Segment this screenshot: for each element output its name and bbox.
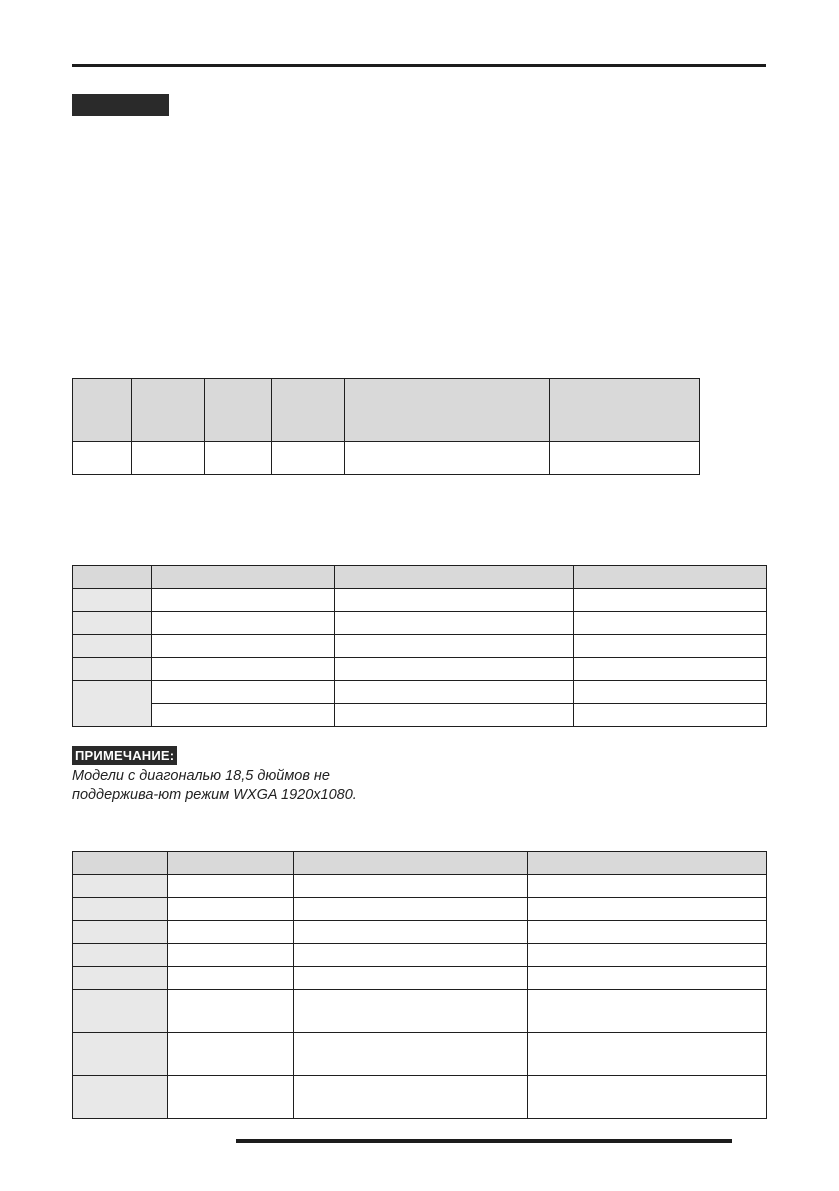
table-cell bbox=[550, 442, 700, 475]
table-cell bbox=[335, 589, 574, 612]
table-cell bbox=[152, 589, 335, 612]
header-cell bbox=[294, 852, 528, 875]
table-cell bbox=[528, 967, 767, 990]
table-row bbox=[73, 635, 767, 658]
header-cell bbox=[528, 852, 767, 875]
table-cell bbox=[152, 681, 335, 704]
header-cell bbox=[73, 566, 152, 589]
row-label-cell bbox=[73, 990, 168, 1033]
table-row bbox=[73, 658, 767, 681]
header-cell bbox=[73, 852, 168, 875]
table-cell bbox=[574, 704, 767, 727]
table-cell bbox=[528, 990, 767, 1033]
table-row bbox=[73, 681, 767, 704]
section-tab bbox=[72, 94, 169, 116]
header-cell bbox=[335, 566, 574, 589]
table-header-row bbox=[73, 852, 767, 875]
table-cell bbox=[168, 1033, 294, 1076]
table-cell bbox=[345, 442, 550, 475]
table-cell bbox=[152, 635, 335, 658]
table-header-row bbox=[73, 566, 767, 589]
table-row bbox=[73, 442, 700, 475]
row-label-cell bbox=[73, 967, 168, 990]
header-cell bbox=[345, 379, 550, 442]
table-cell bbox=[294, 990, 528, 1033]
header-cell bbox=[73, 379, 132, 442]
table-cell bbox=[168, 967, 294, 990]
table-cell bbox=[528, 1033, 767, 1076]
table-cell bbox=[168, 875, 294, 898]
header-cell bbox=[205, 379, 272, 442]
table-cell bbox=[294, 1076, 528, 1119]
table-cell bbox=[335, 704, 574, 727]
header-cell bbox=[152, 566, 335, 589]
row-label-cell bbox=[73, 589, 152, 612]
header-cell bbox=[272, 379, 345, 442]
row-label-cell bbox=[73, 944, 168, 967]
header-cell bbox=[132, 379, 205, 442]
header-cell bbox=[550, 379, 700, 442]
table-cell bbox=[574, 612, 767, 635]
table-row bbox=[73, 921, 767, 944]
row-label-cell bbox=[73, 1076, 168, 1119]
table-cell bbox=[168, 921, 294, 944]
table-row bbox=[73, 944, 767, 967]
table-cell bbox=[294, 1033, 528, 1076]
table-cell bbox=[73, 442, 132, 475]
table-row bbox=[73, 898, 767, 921]
table-cell bbox=[528, 875, 767, 898]
table-cell bbox=[152, 704, 335, 727]
table-cell bbox=[335, 612, 574, 635]
table-cell bbox=[132, 442, 205, 475]
table-cell bbox=[528, 921, 767, 944]
spec-table-1 bbox=[72, 378, 700, 475]
table-cell bbox=[335, 681, 574, 704]
table-cell bbox=[574, 589, 767, 612]
note-text: Модели с диагональю 18,5 дюймов не поддержива-ют режим WXGA 1920x1080. bbox=[72, 768, 357, 803]
table-cell bbox=[574, 658, 767, 681]
row-label-cell bbox=[73, 612, 152, 635]
bottom-rule bbox=[236, 1139, 732, 1143]
spec-table-3 bbox=[72, 851, 767, 1119]
row-label-cell bbox=[73, 921, 168, 944]
row-label-cell bbox=[73, 658, 152, 681]
spec-table-2 bbox=[72, 565, 767, 727]
header-cell bbox=[168, 852, 294, 875]
table-cell bbox=[168, 944, 294, 967]
note-block bbox=[72, 746, 412, 805]
table-cell bbox=[574, 681, 767, 704]
table-cell bbox=[528, 1076, 767, 1119]
table-cell bbox=[574, 635, 767, 658]
top-rule bbox=[72, 64, 766, 67]
table-cell bbox=[272, 442, 345, 475]
table-cell bbox=[205, 442, 272, 475]
table-cell bbox=[294, 967, 528, 990]
row-label-cell bbox=[73, 681, 152, 727]
table-row bbox=[73, 875, 767, 898]
table-row bbox=[73, 704, 767, 727]
table-cell bbox=[528, 944, 767, 967]
table-row bbox=[73, 589, 767, 612]
table-row bbox=[73, 612, 767, 635]
table-cell bbox=[168, 1076, 294, 1119]
table-cell bbox=[294, 921, 528, 944]
table-cell bbox=[528, 898, 767, 921]
table-cell bbox=[294, 875, 528, 898]
table-header-row bbox=[73, 379, 700, 442]
table-cell bbox=[168, 990, 294, 1033]
table-cell bbox=[335, 658, 574, 681]
table-cell bbox=[168, 898, 294, 921]
row-label-cell bbox=[73, 898, 168, 921]
table-row bbox=[73, 1033, 767, 1076]
table-row bbox=[73, 990, 767, 1033]
row-label-cell bbox=[73, 875, 168, 898]
table-cell bbox=[152, 658, 335, 681]
table-row bbox=[73, 1076, 767, 1119]
table-row bbox=[73, 967, 767, 990]
table-cell bbox=[294, 944, 528, 967]
table-cell bbox=[335, 635, 574, 658]
table-cell bbox=[294, 898, 528, 921]
row-label-cell bbox=[73, 1033, 168, 1076]
header-cell bbox=[574, 566, 767, 589]
table-cell bbox=[152, 612, 335, 635]
row-label-cell bbox=[73, 635, 152, 658]
note-label: ПРИМЕЧАНИЕ: bbox=[72, 746, 177, 765]
